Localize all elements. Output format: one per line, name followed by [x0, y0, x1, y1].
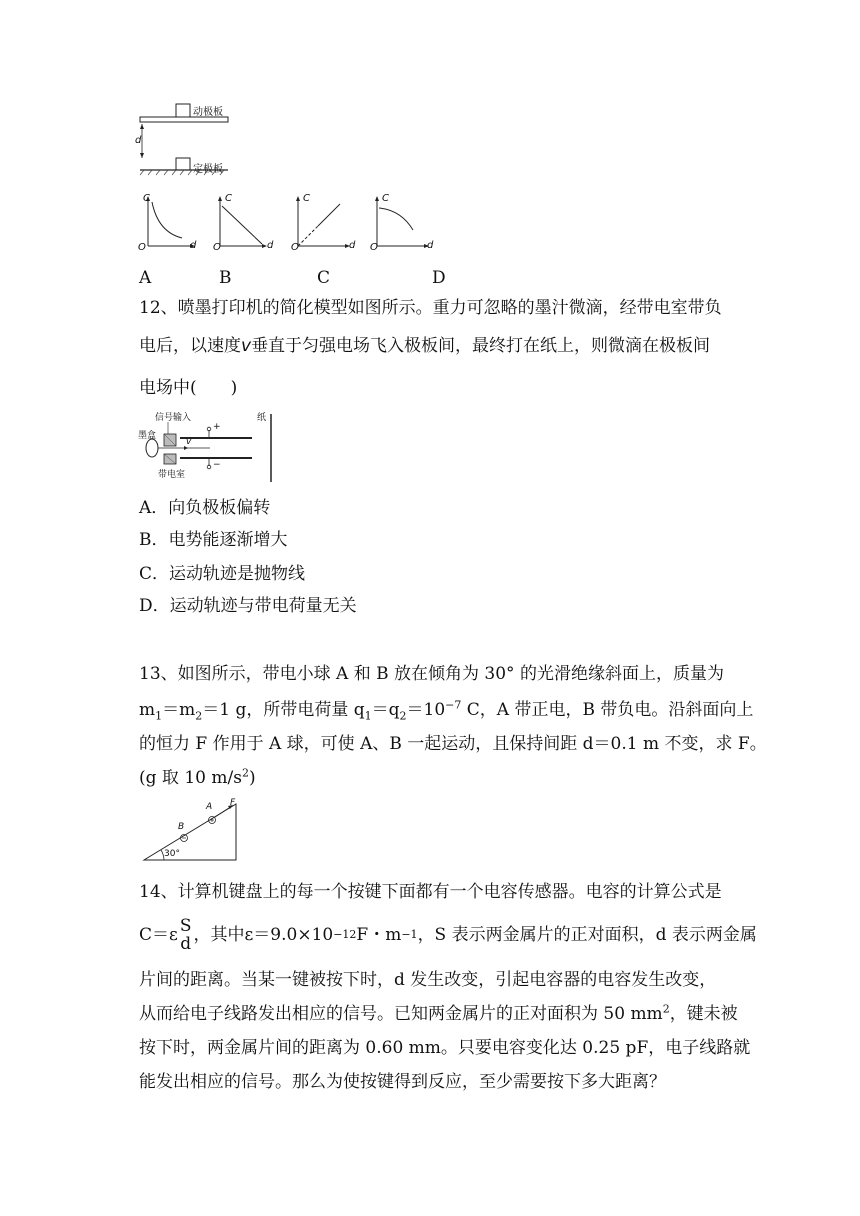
graph-a-x: d — [190, 240, 197, 251]
ink-box-label: 墨盒 — [138, 431, 157, 441]
q14-line-2: C＝ε S d ，其中ε＝9.0×10 −12 F・m −1 ，S 表示两金属片的正对面积，d 表示两金属 — [139, 916, 757, 954]
graph-c-y: C — [303, 193, 310, 204]
distance-label: d — [135, 135, 142, 146]
q12-option-c: C．运动轨迹是抛物线 — [139, 564, 306, 584]
charging-room-label: 带电室 — [158, 470, 186, 480]
graph-letter-c: C — [317, 268, 331, 288]
graph-b-y: C — [225, 193, 232, 204]
force-f-label: F — [230, 798, 236, 808]
q12-option-d: D．运动轨迹与带电荷量无关 — [139, 596, 357, 616]
incline-figure — [140, 798, 242, 864]
graph-c-origin: O — [291, 242, 299, 253]
q14-line-1: 14、计算机键盘上的每一个按键下面都有一个电容传感器。电容的计算公式是 — [139, 882, 722, 902]
graph-b-x: d — [267, 240, 274, 251]
graph-letter-b: B — [219, 268, 232, 288]
graph-a-y: C — [143, 193, 150, 204]
graph-d-origin: O — [370, 242, 378, 253]
graph-a-origin: O — [138, 242, 146, 253]
q12-option-a: A．向负极板偏转 — [139, 498, 271, 518]
graph-d-y: C — [382, 193, 389, 204]
capacitance-fraction: S d — [179, 916, 192, 954]
graph-letter-d: D — [432, 268, 446, 288]
velocity-label: v — [186, 437, 192, 447]
q14-line-3: 片间的距离。当某一键被按下时，d 发生改变，引起电容器的电容发生改变， — [139, 970, 717, 990]
graph-letter-a: A — [139, 268, 152, 288]
plus-label: + — [213, 422, 221, 432]
q13-line-4: (g 取 10 $m/s^2$) — [139, 766, 256, 788]
signal-input-label: 信号输入 — [155, 413, 192, 423]
q12-line-2: 电后，以速度v垂直于匀强电场飞入极板间，最终打在纸上，则微滴在极板间 — [139, 336, 711, 356]
q14-line-4: 从而给电子线路发出相应的信号。已知两金属片的正对面积为 50 $mm^2$，键未被 — [139, 1002, 738, 1024]
q12-line-1: 12、喷墨打印机的简化模型如图所示。重力可忽略的墨汁微滴，经带电室带负 — [139, 298, 722, 318]
graph-c-x: d — [349, 240, 356, 251]
ball-a-label: A — [206, 802, 213, 812]
q12-option-b: B．电势能逐渐增大 — [139, 530, 288, 550]
angle-label: 30° — [164, 849, 180, 859]
minus-label: − — [213, 460, 221, 470]
q14-line-6: 能发出相应的信号。那么为使按键得到反应，至少需要按下多大距离？ — [139, 1072, 666, 1092]
q12-line-3: 电场中( ) — [139, 378, 238, 398]
q13-line-3: 的恒力 F 作用于 A 球，可使 A、B 一起运动，且保持间距 d＝0.1 m 不变，求 F。 — [139, 734, 767, 754]
q13-line-2: $m_1=m_2=1$ g，所带电荷量 $q_1=q_2=10^{-7}$ C，A 带正电，B 带负电。沿斜面向上 — [139, 698, 754, 723]
q14-line-5: 按下时，两金属片间的距离为 0.60 mm。只要电容变化达 0.25 pF，电子线路就 — [139, 1038, 751, 1058]
q13-line-1: 13、如图所示，带电小球 A 和 B 放在倾角为 30° 的光滑绝缘斜面上，质量为 — [139, 664, 724, 684]
graph-b-origin: O — [213, 242, 221, 253]
ball-b-label: B — [178, 822, 185, 832]
capacitor-plates-figure — [132, 100, 242, 178]
moving-plate-label: 动极板 — [193, 107, 223, 118]
fixed-plate-label: 定极板 — [193, 164, 223, 175]
graph-d-x: d — [427, 240, 434, 251]
paper-label: 纸 — [257, 413, 267, 423]
